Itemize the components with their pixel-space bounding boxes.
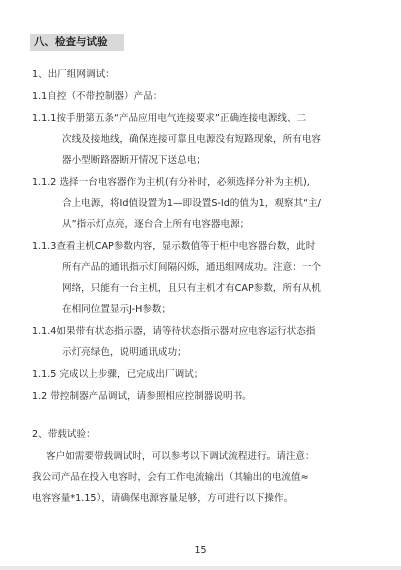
text-line-step-1-1-2-cont: 合上电源，将Id值设置为1—即设置S-Id的值为1，观察其“主/ bbox=[62, 198, 321, 209]
text-line-load-test-para: 电容容量*1.15），请确保电源容量足够，方可进行以下操作。 bbox=[32, 493, 294, 504]
section-heading: 八、检查与试验 bbox=[30, 34, 124, 51]
text-line-load-test-title: 2、带载试验： bbox=[32, 429, 96, 440]
bottom-divider bbox=[0, 566, 401, 570]
text-line-factory-test-title: 1、出厂组网调试： bbox=[32, 69, 115, 80]
text-line-step-1-1-2-cont: 从”指示灯点亮，逐台合上所有电容器电源； bbox=[62, 219, 250, 230]
text-line-step-1-1-4: 1.1.4如果带有状态指示器，请等待状态指示器对应电容运行状态指 bbox=[32, 326, 316, 337]
text-line-step-1-1-1: 1.1.1按手册第五条“产品应用电气连接要求”正确连接电源线、二 bbox=[32, 113, 307, 124]
text-line-step-1-1-3-cont: 网络，只能有一台主机，且只有主机才有CAP参数，所有从机 bbox=[62, 283, 321, 294]
text-line-step-1-1-4-cont: 示灯亮绿色，说明通讯成功； bbox=[62, 347, 187, 358]
text-line-load-test-para: 客户如需要带载调试时，可以参考以下调试流程进行。请注意： bbox=[46, 451, 315, 462]
text-line-self-control-title: 1.1自控（不带控制器）产品： bbox=[32, 91, 163, 102]
text-line-step-1-1-5: 1.1.5 完成以上步骤，已完成出厂调试； bbox=[32, 369, 204, 380]
text-line-load-test-para: 我公司产品在投入电容时，会有工作电流输出（其输出的电流值≈ bbox=[32, 472, 309, 483]
text-line-step-1-2: 1.2 带控制器产品调试，请参照相应控制器说明书。 bbox=[32, 391, 252, 402]
text-line-step-1-1-3-cont: 在相同位置显示J-H参数； bbox=[62, 304, 172, 315]
page-number: 15 bbox=[194, 545, 207, 556]
text-line-step-1-1-2: 1.1.2 选择一台电容器作为主机(有分补时，必须选择分补为主机), bbox=[32, 177, 310, 188]
text-line-step-1-1-1-cont: 次线及接地线，确保连接可靠且电源没有短路现象，所有电容 bbox=[62, 134, 322, 145]
text-line-step-1-1-3-cont: 所有产品的通讯指示灯间隔闪烁，通迅组网成功。注意：一个 bbox=[62, 262, 322, 273]
text-line-step-1-1-1-cont: 器小型断路器断开情况下送总电； bbox=[62, 155, 206, 166]
text-line-step-1-1-3: 1.1.3查看主机CAP参数内容，显示数值等于柜中电容器台数，此时 bbox=[32, 241, 316, 252]
